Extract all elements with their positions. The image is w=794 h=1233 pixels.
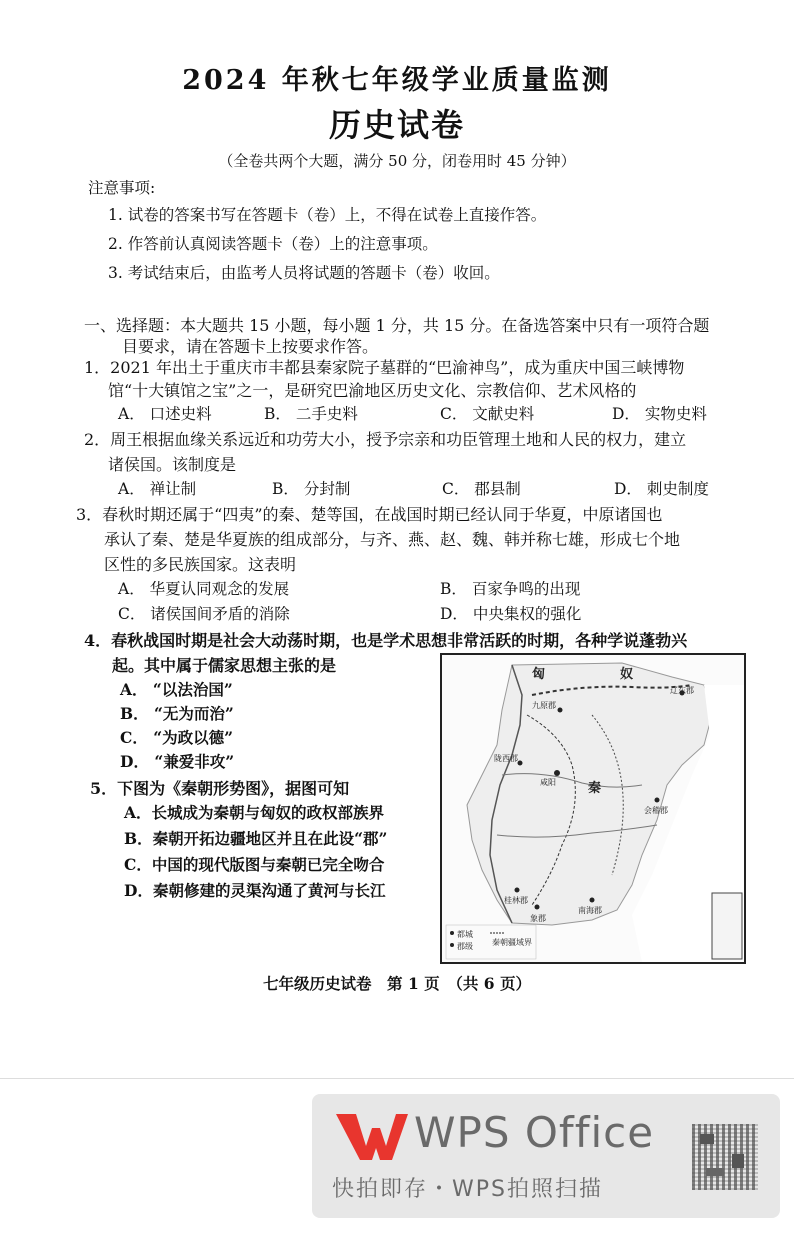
page-footer: 七年级历史试卷 第 1 页 （共 6 页） [263, 974, 531, 993]
q2-option-b: B． 分封制 [272, 480, 351, 498]
q2-line-1: 2．周王根据血缘关系远近和功劳大小，授予宗亲和功臣管理土地和人民的权力，建立 [84, 430, 687, 449]
q1-option-c: C． 文献史料 [440, 405, 535, 423]
q5-option-c: C．中国的现代版图与秦朝已完全吻合 [124, 855, 385, 874]
q4-line-2: 起。其中属于儒家思想主张的是 [112, 656, 337, 675]
q2-option-c: C． 郡县制 [442, 480, 521, 498]
notice-heading: 注意事项: [88, 179, 156, 197]
subject-title: 历史试卷 [328, 106, 465, 144]
exam-title: 2024 年秋七年级学业质量监测 [182, 65, 612, 96]
wps-brand-text: WPS Office [414, 1108, 655, 1157]
q5-option-d: D．秦朝修建的灵渠沟通了黄河与长江 [124, 881, 386, 900]
wps-watermark [312, 1094, 780, 1218]
qin-dynasty-map [440, 653, 746, 964]
q1-line-2: 馆“十大镇馆之宝”之一，是研究巴渝地区历史文化、宗教信仰、艺术风格的 [108, 381, 637, 400]
q1-line-1: 1．2021 年出土于重庆市丰都县秦家院子墓群的“巴渝神鸟”，成为重庆中国三峡博物 [84, 358, 685, 377]
q3-option-b: B． 百家争鸣的出现 [440, 580, 581, 598]
q1-option-b: B． 二手史料 [264, 405, 358, 423]
q3-line-1: 3．春秋时期还属于“四夷”的秦、楚等国，在战国时期已经认同于华夏，中原诸国也 [76, 505, 663, 524]
q3-option-d: D． 中央集权的强化 [440, 605, 582, 623]
map-legend-capital: 都城 [457, 930, 473, 939]
q3-line-2: 承认了秦、楚是华夏族的组成部分，与齐、燕、赵、魏、韩并称七雄，形成七个地 [104, 530, 681, 549]
q4-line-1: 4．春秋战国时期是社会大动荡时期，也是学术思想非常活跃的时期，各种学说蓬勃兴 [84, 631, 688, 650]
scan-separator [0, 1078, 794, 1079]
map-label-liaodong: 辽东郡 [670, 686, 694, 695]
map-label-longxi: 陇西郡 [494, 754, 518, 763]
q5-option-b: B．秦朝开拓边疆地区并且在此设“郡” [124, 829, 388, 848]
q2-option-d: D． 刺史制度 [614, 480, 709, 498]
wps-logo-icon [332, 1106, 412, 1166]
exam-subtitle: （全卷共两个大题，满分 50 分，闭卷用时 45 分钟） [218, 152, 576, 170]
notice-item-3: 3. 考试结束后，由监考人员将试题的答题卡（卷）收回。 [108, 264, 500, 282]
map-label-xianyang: 咸阳 [540, 778, 556, 787]
q2-option-a: A． 禅让制 [118, 480, 197, 498]
q4-option-c: C． “为政以德” [120, 728, 234, 747]
q3-option-a: A． 华夏认同观念的发展 [118, 580, 290, 598]
q5-line-1: 5．下图为《秦朝形势图》，据图可知 [90, 779, 350, 798]
q3-option-c: C． 诸侯国间矛盾的消除 [118, 605, 290, 623]
map-legend-border: 秦朝疆域界 [492, 938, 532, 947]
map-label-xiongnu-1: 匈 [532, 667, 546, 682]
map-label-jiuyuan: 九原郡 [532, 701, 556, 710]
q3-line-3: 区性的多民族国家。这表明 [104, 555, 297, 574]
map-label-qin: 秦 [588, 781, 602, 796]
section1-instruction-2: 目要求，请在答题卡上按要求作答。 [122, 337, 379, 356]
wps-slogan-text: 快拍即存・WPS拍照扫描 [332, 1177, 603, 1202]
q4-option-b: B． “无为而治” [120, 704, 234, 723]
map-label-nanhai: 南海郡 [578, 906, 602, 915]
map-label-xiongnu-2: 奴 [620, 667, 634, 682]
q2-line-2: 诸侯国。该制度是 [108, 455, 237, 474]
map-label-guilin: 桂林郡 [504, 896, 528, 905]
q4-option-d: D． “兼爱非攻” [120, 752, 235, 771]
q1-option-d: D． 实物史料 [612, 405, 707, 423]
q5-option-a: A．长城成为秦朝与匈奴的政权部族界 [124, 803, 385, 822]
q1-option-a: A． 口述史料 [118, 405, 212, 423]
section1-instruction-1: 一、选择题：本大题共 15 小题，每小题 1 分，共 15 分。在备选答案中只有一项符合题 [84, 316, 710, 335]
qr-code-icon [692, 1124, 758, 1190]
map-label-kuaiji: 会稽郡 [644, 806, 668, 815]
notice-item-2: 2. 作答前认真阅读答题卡（卷）上的注意事项。 [108, 235, 438, 253]
map-legend-jun: 郡级 [457, 942, 473, 951]
q4-option-a: A． “以法治国” [120, 680, 233, 699]
map-label-xiangjun: 象郡 [530, 914, 546, 923]
notice-item-1: 1. 试卷的答案书写在答题卡（卷）上，不得在试卷上直接作答。 [108, 206, 547, 224]
